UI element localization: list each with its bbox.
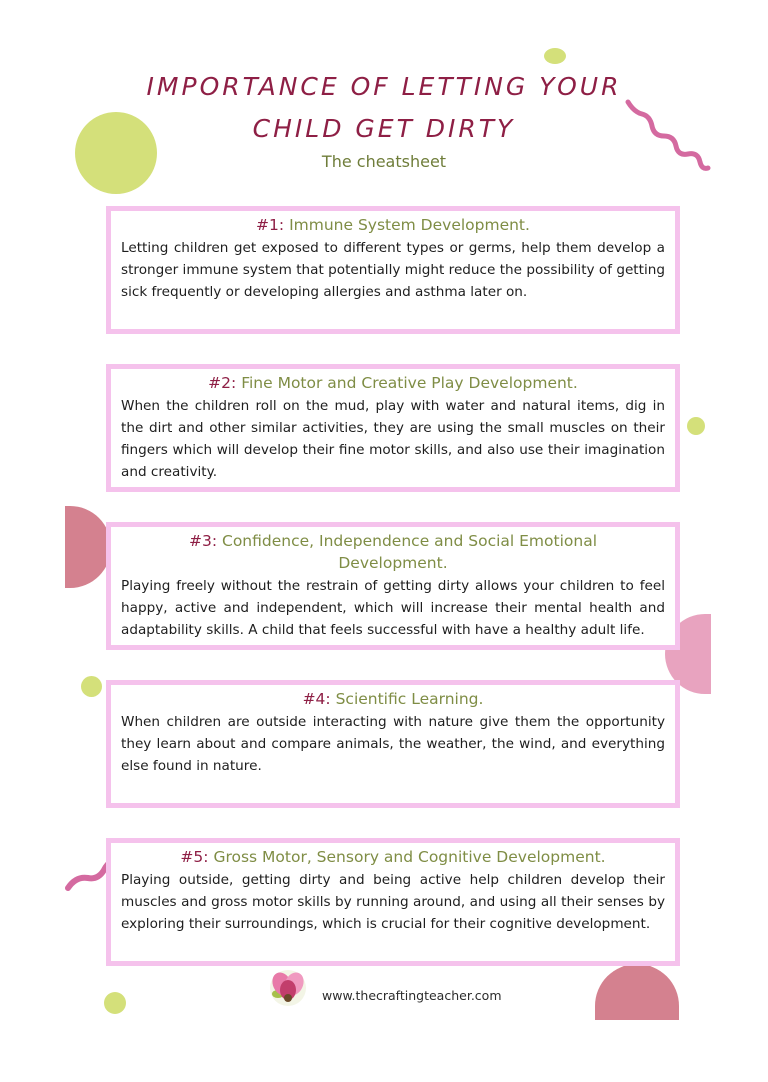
card-heading	[121, 530, 665, 574]
card-heading	[121, 214, 665, 236]
card-number: #3:	[188, 532, 218, 550]
card-title: Confidence, Independence and Social Emotional Development.	[222, 532, 597, 572]
card-gross-motor	[106, 838, 680, 966]
card-title: Gross Motor, Sensory and Cognitive Development.	[213, 848, 606, 866]
rose-dome-bottom-right	[595, 964, 679, 1020]
card-number: #2:	[208, 374, 237, 392]
card-heading	[121, 372, 665, 394]
card-number: #4:	[302, 690, 331, 708]
card-scientific-learning	[106, 680, 680, 808]
card-confidence	[106, 522, 680, 650]
card-title: Immune System Development.	[289, 216, 530, 234]
lime-dot-left	[81, 676, 102, 697]
lime-dot-top	[544, 48, 566, 64]
lime-dot-bottom	[104, 992, 126, 1014]
card-body: When children are outside interacting with nature give them the opportunity they learn about and compare animals, the weather, the wind, and everything else found in nature.	[121, 714, 665, 774]
card-body: When the children roll on the mud, play with water and natural items, dig in the dirt and other similar activities, they are using the small muscles on their fingers which will develop their fine motor skills, and also use their imagination and creativity.	[121, 398, 665, 480]
card-body: Playing freely without the restrain of getting dirty allows your children to feel happy, active and independent, which will increase their mental health and adaptability skills. A child that feels successful with have a healthy adult life.	[121, 578, 665, 638]
card-body: Playing outside, getting dirty and being active help children develop their muscles and gross motor skills by running around, and using all their senses by exploring their surroundings, which is crucial for their cognitive development.	[121, 872, 665, 932]
card-title: Scientific Learning.	[335, 690, 484, 708]
rose-half-circle-left	[65, 506, 111, 588]
lime-dot-right	[687, 417, 705, 435]
page-title-line2: CHILD GET DIRTY	[252, 114, 516, 143]
website-link[interactable]: www.thecraftingteacher.com	[322, 988, 502, 1003]
card-number: #5:	[180, 848, 209, 866]
card-title: Fine Motor and Creative Play Development.	[241, 374, 578, 392]
card-heading	[121, 688, 665, 710]
card-immune-system	[106, 206, 680, 334]
card-body: Letting children get exposed to different types or germs, help them develop a stronger immune system that potentially might reduce the possibility of getting sick frequently or developing allergies and asthma later on.	[121, 240, 665, 300]
card-heading	[121, 846, 665, 868]
page-subtitle: The cheatsheet	[321, 152, 447, 171]
flower-logo-icon	[268, 968, 308, 1008]
page-title-line1: IMPORTANCE OF LETTING YOUR	[146, 72, 622, 101]
card-fine-motor	[106, 364, 680, 492]
card-number: #1:	[256, 216, 285, 234]
